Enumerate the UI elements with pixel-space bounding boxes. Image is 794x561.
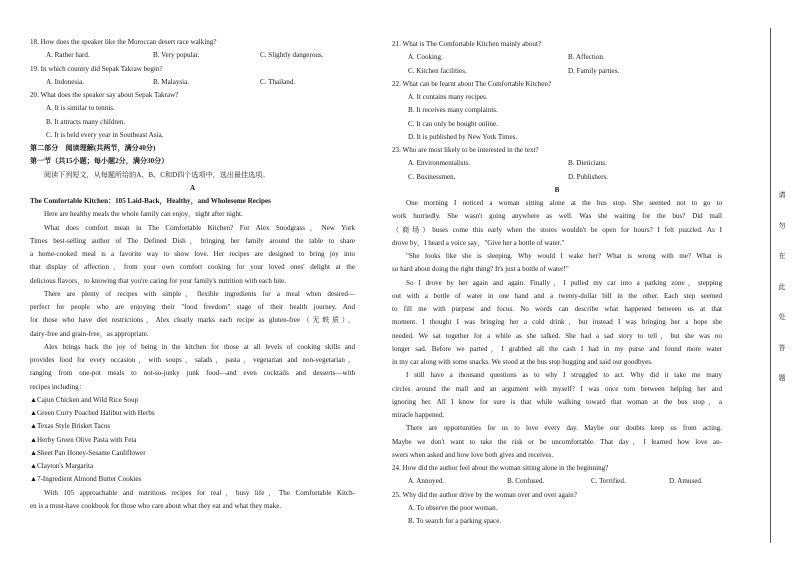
right-column [392, 38, 722, 528]
passage-label: B [554, 185, 560, 194]
binding-margin-char: 题 [778, 374, 786, 382]
paragraph-line: What does comfort mean in The Comfortable Kitchen? For Alex Snodgrass，New York [44, 223, 355, 232]
paragraph-line: There are opportunities for us to love every day. Maybe our doubts keep us from acting. [406, 424, 722, 433]
paragraph-line: out with a bottle of water in one hand and a twenty-dollar bill in the other. Each step seemed [392, 291, 722, 300]
paragraph-line: delicious flavors，to knowing that you're caring for your family's nutrition with each bite. [30, 276, 287, 285]
answer-options [392, 65, 722, 78]
section-heading: 第一节（共15小题；每小题2分，满分30分） [30, 157, 169, 166]
paragraph-line: （商场）buses come this early when the stores wouldn't be open for hours? I felt puzzled. As I [392, 225, 722, 234]
question: 24. How did the author feel about the woman sitting alone in the beginning? [392, 464, 609, 472]
question: 20. What does the speaker say about Sepak Takraw? [30, 91, 179, 99]
paragraph-line: There are plenty of recipes with simple，flexible ingredients for a meal when desired— [44, 289, 355, 298]
paragraph-line: Here are healthy meals the whole family can enjoy，night after night. [44, 210, 243, 219]
answer-option: D. It is published by New York Times. [408, 132, 518, 141]
answer-options [392, 51, 722, 64]
paragraph-line: Alex brings back the joy of being in the kitchen for those at all levels of cooking skills and [44, 342, 355, 351]
paragraph-line: One morning I noticed a woman sitting alone at the bus stop. She seemed not to go to [406, 199, 722, 207]
answer-option: B. It receives many complaints. [408, 106, 498, 115]
paragraph-line: needed. We sat together for a while as she talked. She had a sad story to tell，but she was no [392, 331, 722, 340]
paragraph-line: longer sad. Before we parted，I grabbed all the cash I had in my purse and found more water [392, 344, 722, 353]
paragraph-line: ▲7-Ingredient Almond Butter Cookies [30, 475, 142, 484]
binding-margin-char: 处 [778, 313, 786, 321]
binding-margin-char: 请 [778, 191, 786, 199]
paragraph-line: drove by，I heard a voice say，"Give her a bottle of water." [392, 238, 565, 247]
paragraph-line: ranging from one-pot meals to not-so-junky junk food—and even cocktails and desserts—with [30, 369, 355, 378]
paragraph-line: en is a must-have cookbook for those who care about what they eat and what they make. [30, 501, 282, 510]
paragraph-line: work hurriedly. She wasn't going anywhere as well. Was she waiting for the bus? Did mall [392, 212, 722, 221]
paragraph-line: I still have a thousand questions as to why I struggled to act. Why did it take me many [406, 371, 722, 380]
paragraph-line: So I drove by her again and again. Finally，I pulled my car into a parking zone，stepping [406, 278, 722, 287]
paragraph-line: perfect for people who are enjoying their "food freedom" stage of their health journey. And [30, 303, 355, 311]
paragraph-line: recipes including： [30, 382, 86, 391]
question: 21. What is The Comfortable Kitchen mainly about? [392, 40, 542, 48]
paragraph-line: that display of affection，from your own comfort cooking for your loved ones' delight at the [30, 263, 355, 272]
paragraph-line: miracle happened. [392, 411, 444, 419]
answer-option: A. Rather hard. [46, 51, 90, 60]
answer-option: B. It attracts many children. [46, 117, 126, 126]
section-heading: 第二部分 阅读理解(共两节，满分40分) [30, 144, 156, 152]
answer-option: A. Indonesia. [46, 77, 85, 86]
paragraph-line: swers when asked and how love both gives and receives. [392, 450, 554, 459]
answer-option: D. Publishers. [568, 172, 609, 181]
passage-label: A [189, 183, 196, 192]
binding-margin-char: 勿 [778, 221, 786, 230]
paragraph-line: ▲Texas Style Brisket Tacos [30, 422, 111, 431]
paragraph-line: circles around the mall and an argument with myself? I was once torn between helping her and [392, 384, 722, 393]
question: 25. Why did the author drive by the woman over and over again? [392, 490, 577, 499]
answer-option: C. Slightly dangerous. [260, 51, 324, 60]
answer-option: A. It contains many recipes. [408, 93, 488, 101]
paragraph-line: 阅读下列短文，从每题所给的A、B、C和D四个选项中，选出最佳选项。 [44, 170, 270, 179]
question: 23. Who are most likely to be interested in the text? [392, 146, 539, 154]
paragraph-line: dairy-free and grain-free，as appropriate. [30, 329, 149, 338]
passage-title: The Comfortable Kitchen：105 Laid-Back，Healthy，and Wholesome Recipes [30, 197, 271, 205]
paragraph-line: With 105 approachable and nutritious recipes for real，busy life，The Comfortable Kitch- [44, 488, 355, 497]
binding-margin-char: 此 [778, 282, 786, 291]
paragraph-line: ▲Green Curry Poached Halibut with Herbs [30, 409, 155, 417]
paragraph-line: Times best-selling author of The Defined Dish，bringing her family around the table to share [30, 236, 355, 245]
question: 19. In which country did Sepak Takraw begin? [30, 64, 163, 73]
answer-option: D. Family parties. [568, 66, 620, 75]
binding-margin-char: 在 [778, 252, 786, 260]
answer-options [30, 49, 355, 62]
paragraph-line: ignoring her. All I know for sure is that while walking toward that woman at the bus stop，a [392, 397, 722, 406]
paragraph-line: ▲Cajun Chicken and Wild Rice Soup [30, 395, 139, 404]
answer-options [30, 76, 355, 89]
answer-option: B. Malaysia. [153, 77, 190, 86]
answer-option: A. It is similar to tennis. [46, 104, 115, 113]
answer-option: B. Very popular. [153, 51, 200, 60]
answer-option: C. Thailand. [260, 77, 296, 86]
answer-option: C. Terrified. [591, 477, 626, 486]
left-column [30, 36, 355, 513]
question: 18. How does the speaker like the Moroccan desert race walking? [30, 38, 217, 46]
binding-line [770, 28, 771, 543]
answer-option: A. Annoyed. [408, 477, 445, 486]
answer-option: D. Amused. [669, 477, 703, 486]
answer-options [392, 475, 722, 488]
answer-option: B. Affection. [568, 53, 605, 62]
answer-option: B. To search for a parking space. [408, 517, 502, 525]
answer-option: A. Environmentalists. [408, 159, 471, 168]
paragraph-line: ▲Clayton's Margarita [30, 462, 94, 470]
answer-option: A. To observe the poor woman. [408, 503, 498, 512]
paragraph-line: "She looks like she is sleeping. Why would I wake her? What is wrong with me? What is [406, 252, 722, 260]
paragraph-line: ▲Sheet Pan Honey-Sesame Cauliflower [30, 448, 146, 457]
question: 22. What can be learnt about The Comfortable Kitchen? [392, 79, 552, 88]
answer-option: C. It is held every year in Southeast Asia. [46, 130, 164, 139]
paragraph-line: moment. I thought I was bringing her a cold drink，but instead I was bringing her a hope she [392, 318, 722, 327]
paragraph-line: so hard about doing the right thing? It's just a bottle of water!" [392, 265, 569, 274]
paragraph-line: Maybe we don't want to take the risk or be uncomfortable. That day，I learned how love an- [392, 437, 722, 446]
answer-options [392, 157, 722, 170]
answer-option: C. Businessmen. [408, 172, 456, 181]
answer-option: C. It can only be bought online. [408, 119, 498, 128]
answer-option: B. Confused. [507, 477, 545, 486]
paragraph-line: to fill me with purpose and focus. No words can describe what happened between us at that [392, 305, 722, 313]
binding-margin-char: 答 [778, 343, 786, 352]
paragraph-line: provides food for every occasion，with soups，salads，pasta，vegetarian and non-vegetarian， [30, 356, 355, 364]
answer-options [392, 171, 722, 184]
paragraph-line: ▲Herby Green Olive Pasta with Feta [30, 435, 137, 444]
paragraph-line: for those who have diet restrictions，Alex clearly marks each recipe as gluten-free（无麸质）， [30, 316, 355, 325]
answer-option: A. Cooking. [408, 53, 443, 62]
paragraph-line: a home-cooked meal is a favorite way to show love. Her recipes are designed to bring joy into [30, 250, 355, 258]
answer-option: C. Kitchen facilities. [408, 66, 467, 75]
answer-option: B. Dieticians. [568, 159, 607, 168]
paragraph-line: in my car along with some snacks. We stood at the bus stop hugging and said our goodbyes. [392, 358, 653, 366]
binding-margin-notice [776, 180, 788, 394]
